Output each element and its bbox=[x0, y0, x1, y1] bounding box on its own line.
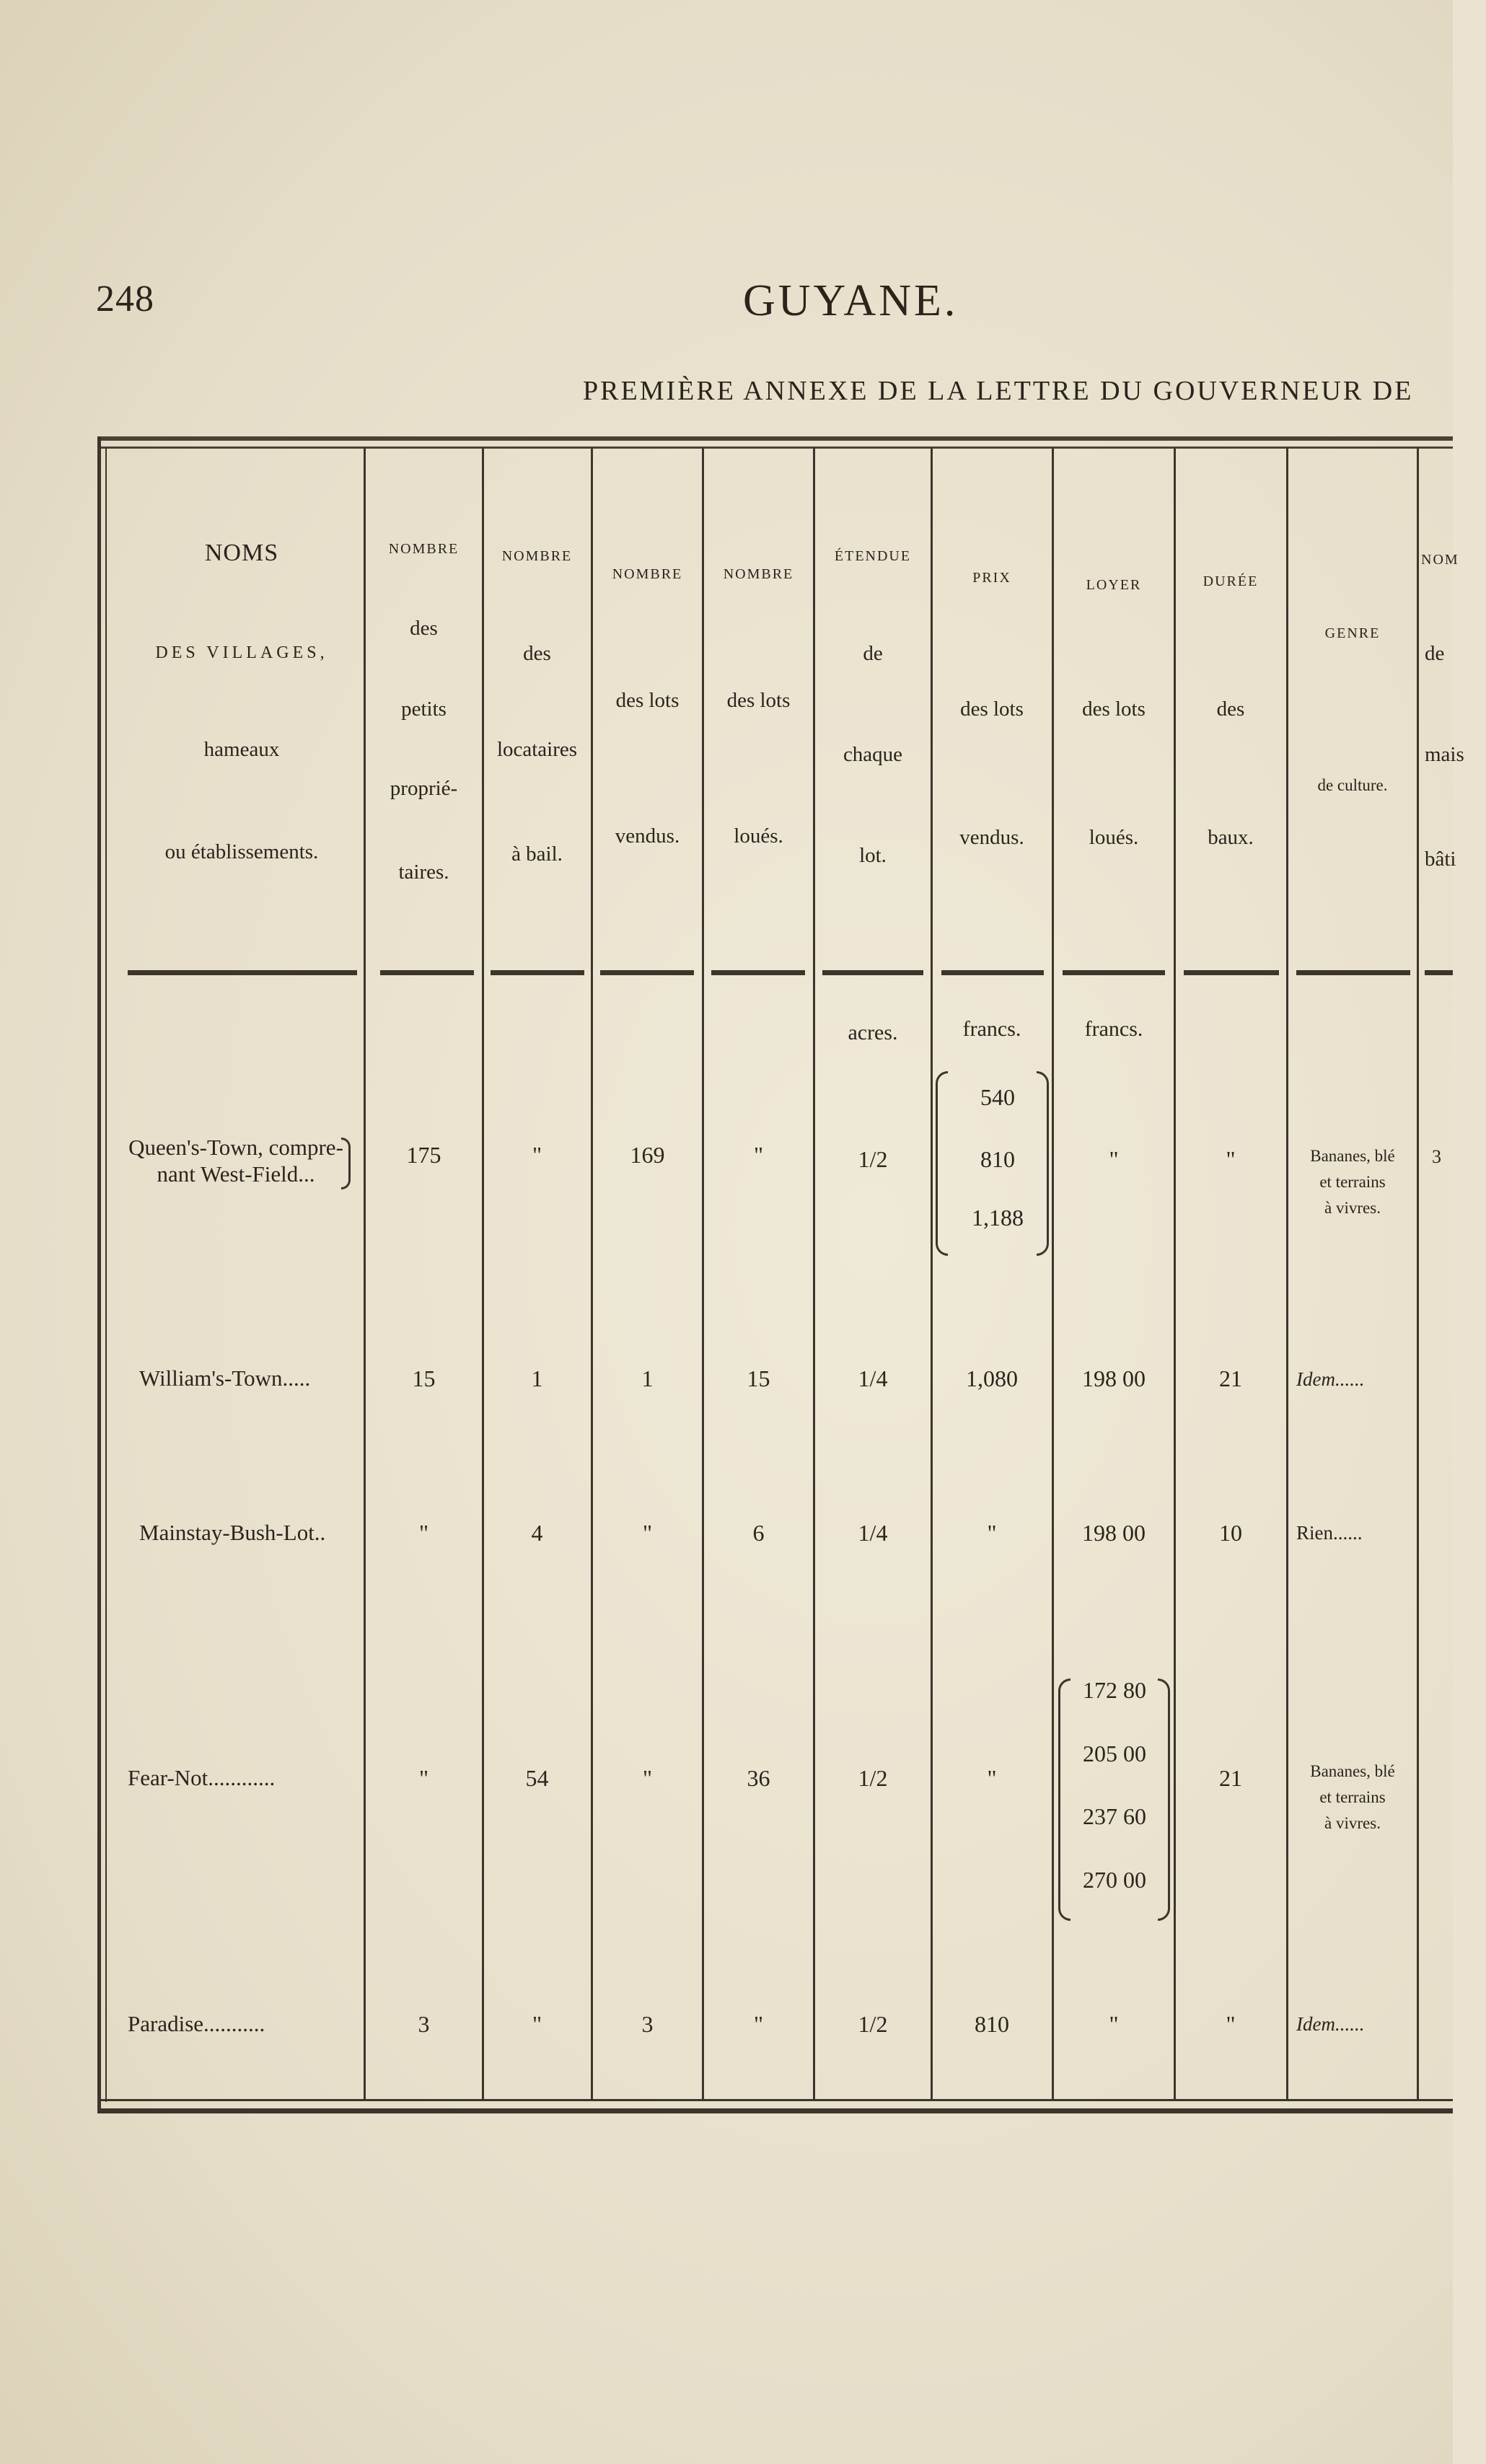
row-cell: " bbox=[642, 1765, 653, 1791]
row-cell: 810 bbox=[980, 1146, 1015, 1172]
row-cell: 4 bbox=[531, 1520, 543, 1546]
header-nombre-clipped: NOM bbox=[1421, 552, 1459, 568]
header-loyer: LOYER bbox=[1086, 577, 1142, 593]
row-cell: 1/2 bbox=[858, 2011, 888, 2037]
row-cell: 1/4 bbox=[858, 1365, 888, 1391]
row-cell: 1,080 bbox=[966, 1365, 1018, 1391]
header-nombre: NOMBRE bbox=[501, 548, 573, 564]
annex-title: PREMIÈRE ANNEXE DE LA LETTRE DU GOUVERNEUR DE bbox=[583, 376, 1414, 406]
row-cell: 1/4 bbox=[858, 1520, 888, 1546]
row-cell: " bbox=[1109, 1146, 1119, 1172]
header-text: des lots bbox=[726, 689, 791, 712]
header-separator bbox=[1184, 970, 1279, 975]
row-cell: 205 00 bbox=[1083, 1741, 1146, 1766]
header-noms: NOMS bbox=[204, 540, 279, 566]
header-etablissements: ou établissements. bbox=[164, 840, 319, 863]
table-border-top-inner bbox=[97, 446, 1453, 449]
header-text: proprié- bbox=[390, 777, 458, 800]
row-cell: " bbox=[1226, 1146, 1236, 1172]
row-cell: 172 80 bbox=[1083, 1677, 1146, 1703]
column-rule bbox=[1417, 449, 1419, 2100]
header-text: locataires bbox=[496, 738, 578, 761]
row-cell: 198 00 bbox=[1082, 1520, 1146, 1546]
header-text-clipped: bâti bbox=[1425, 848, 1456, 871]
row-name: Mainstay-Bush-Lot.. bbox=[139, 1520, 326, 1545]
column-rule bbox=[931, 449, 933, 2100]
row-name: Queen's-Town, compre- bbox=[128, 1135, 343, 1160]
row-cell: 21 bbox=[1219, 1765, 1242, 1791]
data-table bbox=[97, 436, 1464, 2121]
header-text: lot. bbox=[859, 844, 887, 867]
header-etendue: ÉTENDUE bbox=[834, 548, 912, 564]
row-cell: 10 bbox=[1219, 1520, 1242, 1546]
row-culture: Idem...... bbox=[1296, 1368, 1365, 1390]
header-separator bbox=[1425, 970, 1453, 975]
row-cell: " bbox=[532, 1142, 542, 1168]
header-text-clipped: de bbox=[1425, 642, 1445, 665]
row-cell: " bbox=[1109, 2011, 1119, 2037]
header-separator bbox=[491, 970, 584, 975]
header-separator bbox=[711, 970, 805, 975]
row-name: nant West-Field... bbox=[157, 1161, 315, 1187]
column-rule bbox=[364, 449, 366, 2100]
row-cell: 54 bbox=[525, 1765, 549, 1791]
header-separator bbox=[941, 970, 1044, 975]
row-cell: 810 bbox=[975, 2011, 1009, 2037]
row-cell: " bbox=[987, 1765, 997, 1791]
header-text: des bbox=[410, 617, 438, 640]
header-prix: PRIX bbox=[972, 570, 1011, 586]
table-border-left-inner bbox=[105, 446, 107, 2102]
unit-francs: francs. bbox=[962, 1017, 1021, 1041]
header-text: chaque bbox=[843, 743, 903, 766]
unit-francs: francs. bbox=[1084, 1017, 1143, 1041]
page-number: 248 bbox=[96, 278, 154, 320]
row-culture: Bananes, blé bbox=[1310, 1147, 1395, 1165]
row-cell: " bbox=[418, 1765, 429, 1791]
row-cell: 21 bbox=[1219, 1365, 1242, 1391]
row-cell: 15 bbox=[747, 1365, 770, 1391]
column-rule bbox=[702, 449, 704, 2100]
row-cell: " bbox=[418, 1520, 429, 1546]
row-cell: 1 bbox=[531, 1365, 543, 1391]
header-text: des bbox=[523, 642, 551, 665]
header-text: petits bbox=[401, 698, 447, 721]
row-cell: 1/2 bbox=[858, 1146, 888, 1172]
header-text: à bail. bbox=[511, 842, 563, 866]
header-text: de bbox=[863, 642, 883, 665]
header-separator bbox=[380, 970, 474, 975]
header-nombre: NOMBRE bbox=[388, 541, 460, 557]
row-cell: 3 bbox=[641, 2011, 654, 2037]
table-border-bottom bbox=[97, 2108, 1453, 2113]
header-villages: DES VILLAGES, bbox=[155, 643, 328, 662]
header-genre: GENRE bbox=[1324, 625, 1381, 641]
row-cell: 540 bbox=[980, 1084, 1015, 1110]
row-name-brace bbox=[341, 1138, 351, 1189]
column-rule bbox=[591, 449, 593, 2100]
price-brace-left bbox=[936, 1071, 948, 1256]
row-culture: à vivres. bbox=[1324, 1814, 1381, 1832]
column-rule bbox=[482, 449, 484, 2100]
column-rule bbox=[1174, 449, 1176, 2100]
row-culture: Idem...... bbox=[1296, 2013, 1365, 2035]
header-nombre: NOMBRE bbox=[723, 566, 794, 582]
column-rule bbox=[1286, 449, 1288, 2100]
row-cell: " bbox=[987, 1520, 997, 1546]
row-culture: Rien...... bbox=[1296, 1522, 1363, 1544]
row-cell: 175 bbox=[406, 1142, 441, 1168]
row-name: Paradise........... bbox=[128, 2011, 265, 2036]
row-cell: " bbox=[642, 1520, 653, 1546]
column-rule bbox=[1052, 449, 1054, 2100]
table-border-top bbox=[97, 436, 1453, 441]
row-cell: 36 bbox=[747, 1765, 770, 1791]
running-title: GUYANE. bbox=[743, 276, 959, 325]
header-text: baux. bbox=[1208, 826, 1254, 849]
clipped-digit: 3 bbox=[1432, 1146, 1441, 1167]
price-brace-right bbox=[1037, 1071, 1049, 1256]
header-hameaux: hameaux bbox=[203, 738, 280, 761]
header-text: de culture. bbox=[1317, 776, 1388, 794]
row-cell: " bbox=[753, 2011, 764, 2037]
row-cell: 237 60 bbox=[1083, 1803, 1146, 1829]
row-culture: à vivres. bbox=[1324, 1199, 1381, 1217]
row-culture: et terrains bbox=[1319, 1788, 1386, 1806]
header-separator bbox=[822, 970, 923, 975]
row-cell: 6 bbox=[752, 1520, 765, 1546]
header-separator bbox=[600, 970, 694, 975]
row-cell: 270 00 bbox=[1083, 1867, 1146, 1893]
header-nombre: NOMBRE bbox=[612, 566, 683, 582]
row-cell: " bbox=[753, 1142, 764, 1168]
header-separator bbox=[1296, 970, 1410, 975]
row-cell: 1 bbox=[641, 1365, 654, 1391]
row-cell: " bbox=[532, 2011, 542, 2037]
row-cell: 1/2 bbox=[858, 1765, 888, 1791]
row-culture: Bananes, blé bbox=[1310, 1762, 1395, 1780]
header-text: des lots bbox=[1082, 698, 1146, 721]
header-text-clipped: mais bbox=[1425, 743, 1464, 766]
header-duree: DURÉE bbox=[1203, 573, 1259, 589]
row-cell: " bbox=[1226, 2011, 1236, 2037]
header-text: vendus. bbox=[615, 824, 680, 848]
row-name: Fear-Not............ bbox=[128, 1765, 276, 1790]
row-cell: 169 bbox=[630, 1142, 665, 1168]
header-text: des lots bbox=[960, 698, 1024, 721]
header-text: des bbox=[1216, 698, 1245, 721]
row-culture: et terrains bbox=[1319, 1173, 1386, 1191]
table-border-bottom-inner bbox=[97, 2099, 1453, 2101]
unit-acres: acres. bbox=[848, 1021, 898, 1044]
header-text: vendus. bbox=[959, 826, 1024, 849]
row-cell: 3 bbox=[418, 2011, 430, 2037]
header-text: loués. bbox=[1089, 826, 1139, 849]
header-text: loués. bbox=[734, 824, 783, 848]
row-cell: 15 bbox=[412, 1365, 436, 1391]
row-cell: 1,188 bbox=[972, 1205, 1024, 1231]
table-border-left bbox=[97, 436, 101, 2113]
header-separator bbox=[1063, 970, 1165, 975]
header-text: des lots bbox=[615, 689, 680, 712]
header-separator bbox=[128, 970, 357, 975]
row-cell: 198 00 bbox=[1082, 1365, 1146, 1391]
loyer-brace-right bbox=[1158, 1678, 1170, 1921]
row-name: William's-Town..... bbox=[139, 1365, 311, 1391]
header-text: taires. bbox=[398, 861, 449, 884]
column-rule bbox=[813, 449, 815, 2100]
